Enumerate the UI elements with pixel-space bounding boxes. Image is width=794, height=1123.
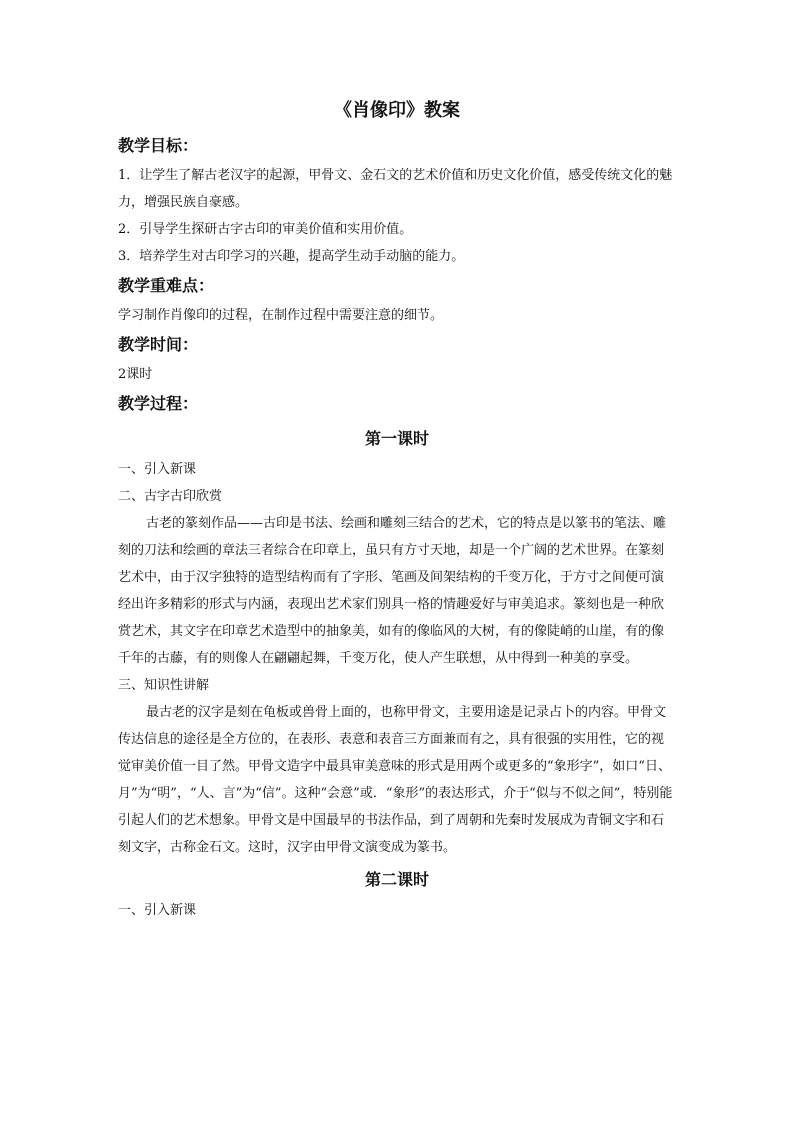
lesson-1-step-3-paragraph: 最古老的汉字是刻在龟板或兽骨上面的，也称甲骨文，主要用途是记录占卜的内容。甲骨文传达信息的途径是全方位的，在表形、表意和表音三方面兼而有之，具有很强的实用性，它的视觉审美价值一目了然。甲骨文造字中最具审美意味的形式是用两个或更多的“象形字”，如口“日、月”为“明”，“人、言”为“信”。这种“会意”或．“象形”的表达形式，介于“似与不似之间”，特别能引起人们的艺术想象。甲骨文是中国最早的书法作品，到了周朝和先秦时发展成为青铜文字和石刻文字，古称金石文。这时，汉字由甲骨文演变成为篆书。 <box>118 705 673 855</box>
objective-item-1: 1．让学生了解古老汉字的起源，甲骨文、金石文的艺术价值和历史文化价值，感受传统文化的魅力，增强民族自豪感。 <box>118 168 673 210</box>
lesson-1-step-2: 二、古字古印欣赏 <box>118 489 223 504</box>
lesson-2-step-1: 一、引入新课 <box>118 903 197 918</box>
document-content <box>118 96 676 924</box>
objective-item-2: 2．引导学生探研古字古印的审美价值和实用价值。 <box>118 222 413 237</box>
objective-item-3: 3．培养学生对古印学习的兴趣，提高学生动手动脑的能力。 <box>118 249 465 264</box>
lesson-1-step-3: 三、知识性讲解 <box>118 678 210 693</box>
process-heading: 教学过程： <box>118 394 199 413</box>
document-title: 《肖像印》教案 <box>334 100 460 121</box>
key-points-heading: 教学重难点： <box>118 276 215 295</box>
objectives-list <box>118 162 676 270</box>
lesson-1-heading: 第一课时 <box>364 429 429 448</box>
lesson-1-step-1: 一、引入新课 <box>118 462 197 477</box>
objectives-heading: 教学目标： <box>118 136 199 155</box>
time-text: 2课时 <box>118 367 153 382</box>
lesson-1-step-2-paragraph: 古老的篆刻作品——古印是书法、绘画和雕刻三结合的艺术，它的特点是以篆书的笔法、雕刻的刀法和绘画的章法三者综合在印章上，虽只有方寸天地，却是一个广阔的艺术世界。在篆刻艺术中，由于汉字独特的造型结构而有了字形、笔画及间架结构的千变万化，于方寸之间便可演经出许多精彩的形式与内涵，表现出艺术家们别具一格的情趣爱好与审美追求。篆刻也是一种欣赏艺术，其文字在印章艺术造型中的抽象美，如有的像临风的大树，有的像陡峭的山崖，有的像千年的古藤，有的则像人在翩翩起舞，千变万化，使人产生联想，从中得到一种美的享受。 <box>118 516 667 666</box>
lesson-2-heading: 第二课时 <box>364 870 429 889</box>
time-heading: 教学时间： <box>118 335 199 354</box>
key-points-text: 学习制作肖像印的过程，在制作过程中需要注意的细节。 <box>118 308 444 323</box>
